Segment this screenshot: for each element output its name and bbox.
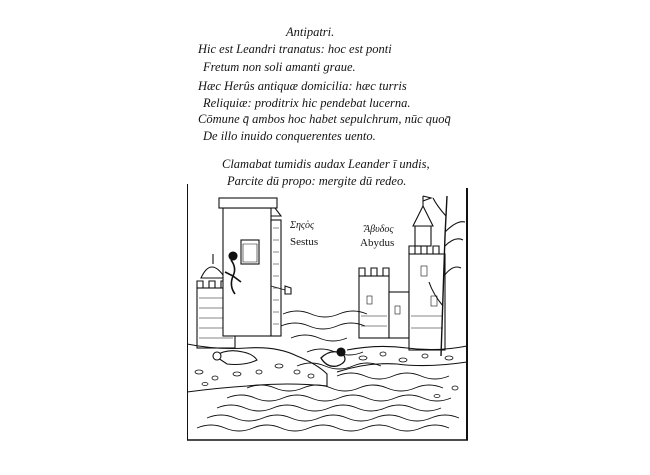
epigram-line-2: Fretum non soli amanti graue. (203, 60, 356, 74)
epigram-line-3: Hæc Herûs antiquæ domicilia: hæc turris (198, 79, 407, 93)
epigram-line-1: Hic est Leandri tranatus: hoc est ponti (198, 42, 392, 56)
verse-line-2: Parcite dū propo: mergite dū redeo. (227, 174, 407, 188)
woodcut-illustration (187, 176, 470, 466)
epigram-line-4: Reliquiæ: proditrix hic pendebat lucerna. (203, 96, 411, 110)
sestus-greek-label: Σηςὸς (290, 220, 315, 231)
epigram-line-6: De illo inuido conquerentes uento. (203, 129, 376, 143)
page-heading: Antipatri. (286, 25, 335, 39)
abydus-greek-label: Ἄβυδος (364, 224, 394, 235)
abydus-latin-label: Abydus (360, 237, 395, 249)
epigram-line-5: Cōmune q̄ ambos hoc habet sepulchrum, nūc quoq̄ (198, 112, 451, 126)
verse-line-1: Clamabat tumidis audax Leander ī undis, (222, 157, 430, 171)
sestus-latin-label: Sestus (290, 236, 319, 248)
